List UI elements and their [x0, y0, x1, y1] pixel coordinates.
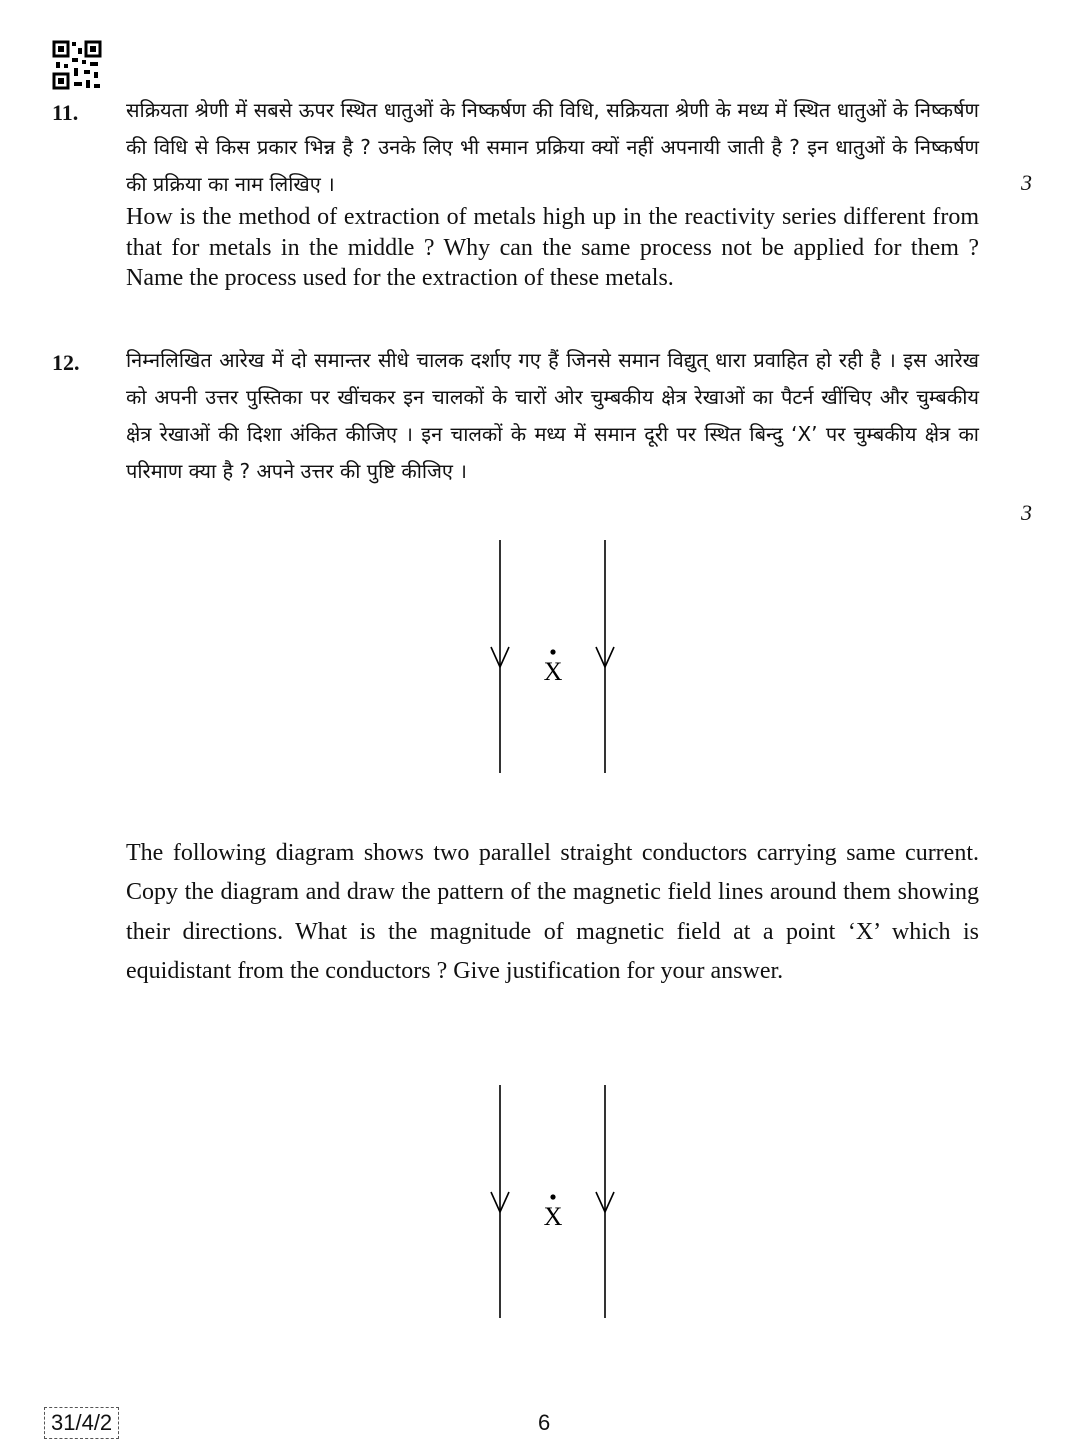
question-12-marks: 3: [1021, 500, 1032, 525]
question-11-english-text: How is the method of extraction of metals high up in the reactivity series different from that for metals in the middle ? Why can the same process not be applied for them ? Name the process used for the extraction of these metals.: [126, 204, 979, 291]
point-x-dot: [550, 649, 555, 654]
question-12-hindi-text: निम्नलिखित आरेख में दो समान्तर सीधे चालक दर्शाए गए हैं जिनसे समान विद्युत् धारा प्रवाहित हो रही है । इस आरेख को अपनी उत्तर पुस्तिका पर खींचकर इन चालकों के चारों ओर चुम्बकीय क्षेत्र रेखाओं का पैटर्न खींचिए और चुम्बकीय क्षेत्र रेखाओं की दिशा अंकित कीजिए । इन चालकों के मध्य में समान दूरी पर स्थित बिन्दु ‘X’ पर चुम्बकीय क्षेत्र का परिमाण क्या है ? अपने उत्तर की पुष्टि कीजिए ।: [126, 348, 979, 483]
question-11-marks: 3: [1021, 170, 1032, 195]
parallel-conductors-diagram-english: [470, 1080, 640, 1325]
page-number: 6: [538, 1410, 551, 1435]
question-number-11: 11.: [52, 100, 79, 125]
point-x-dot: [550, 1194, 555, 1199]
question-12-english-text: The following diagram shows two parallel straight conductors carrying same current. Copy the diagram and draw the pattern of the magnetic field lines around them showing their directions. What is the magnitude of magnetic field at a point ‘X’ which is equidistant from the conductors ? Give justification for your answer.: [126, 840, 979, 984]
question-11-hindi-text: सक्रियता श्रेणी में सबसे ऊपर स्थित धातुओं के निष्कर्षण की विधि, सक्रियता श्रेणी के मध्य में स्थित धातुओं के निष्कर्षण की विधि से किस प्रकार भिन्न है ? उनके लिए भी समान प्रक्रिया क्यों नहीं अपनायी जाती है ? इन धातुओं के निष्कर्षण की प्रक्रिया का नाम लिखिए ।: [126, 98, 979, 196]
question-number-12: 12.: [52, 350, 80, 375]
point-x-label: X: [543, 657, 563, 686]
point-x-label: X: [543, 1202, 563, 1231]
parallel-conductors-diagram-hindi: [470, 535, 640, 780]
paper-code: 31/4/2: [44, 1407, 119, 1439]
qr-code-icon: [52, 40, 102, 90]
